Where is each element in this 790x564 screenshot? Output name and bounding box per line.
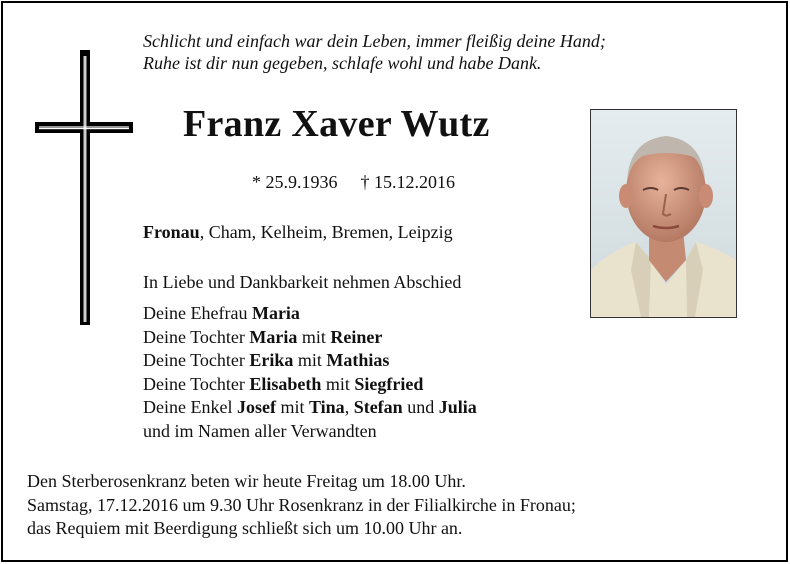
notice-line-2: Samstag, 17.12.2016 um 9.30 Uhr Rosenkranz in der Filialkirche in Fronau; — [27, 494, 576, 515]
deceased-name: Franz Xaver Wutz — [183, 103, 490, 145]
service-notice — [27, 470, 576, 541]
life-dates — [252, 172, 455, 193]
portrait-photo — [590, 109, 737, 318]
wife-name: Maria — [251, 303, 300, 323]
poem-line-2: Ruhe ist dir nun gegeben, schlafe wohl und habe Dank. — [143, 53, 542, 73]
family-line-daughter-1: Deine Tochter Maria mit Reiner — [143, 326, 383, 347]
birth-date: * 25.9.1936 — [252, 172, 338, 192]
places-line — [143, 222, 453, 243]
notice-line-3: das Requiem mit Beerdigung schließt sich um 10.00 Uhr an. — [27, 518, 463, 538]
home-place: Fronau — [143, 222, 200, 242]
family-list — [143, 302, 477, 443]
poem-line-1: Schlicht und einfach war dein Leben, immer fleißig deine Hand; — [143, 31, 606, 51]
family-line-relatives: und im Namen aller Verwandten — [143, 420, 377, 441]
family-line-wife: Deine Ehefrau Maria — [143, 303, 300, 323]
other-places: , Cham, Kelheim, Bremen, Leipzig — [199, 222, 453, 242]
death-date: † 15.12.2016 — [360, 172, 455, 192]
cross-icon — [35, 50, 135, 325]
family-line-grandchildren: Deine Enkel Josef mit Tina, Stefan und Julia — [143, 397, 477, 417]
farewell-intro: In Liebe und Dankbarkeit nehmen Abschied — [143, 272, 462, 292]
notice-line-1: Den Sterberosenkranz beten wir heute Freitag um 18.00 Uhr. — [27, 471, 466, 491]
family-line-daughter-3: Deine Tochter Elisabeth mit Siegfried — [143, 373, 424, 394]
family-line-daughter-2: Deine Tochter Erika mit Mathias — [143, 350, 390, 370]
portrait-image — [591, 110, 736, 317]
memorial-poem — [143, 30, 606, 74]
